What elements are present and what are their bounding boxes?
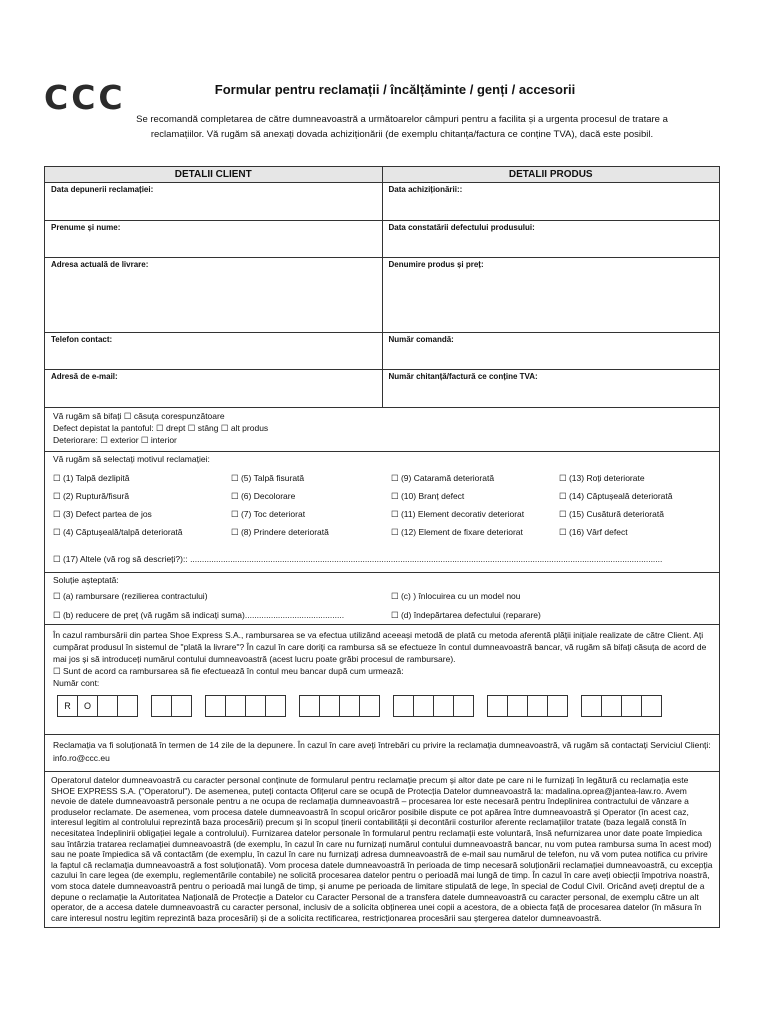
- name-field[interactable]: Prenume și nume:: [45, 221, 383, 257]
- account-box[interactable]: [265, 695, 286, 717]
- account-box[interactable]: [413, 695, 434, 717]
- field-row: [45, 183, 719, 221]
- reason-option[interactable]: ☐ (12) Element de fixare deteriorat: [391, 527, 523, 537]
- intro-text: Se recomandă completarea de către dumneavoastră a următoarelor câmpuri pentru a facilita și a urgenta procesul de tratare a reclamațiilor. Vă rugăm să anexați dovada achiziționării (de exemplu chitanța/factura ce conține TVA), dacă este posibil.: [136, 114, 668, 140]
- solution-option-discount[interactable]: ☐ (b) reducere de preț (vă rugăm să indicați suma)..........................................: [53, 610, 345, 620]
- account-box[interactable]: [527, 695, 548, 717]
- solution-title: Soluție așteptată:: [53, 575, 119, 585]
- purchase-date-field[interactable]: Data achiziționării::: [388, 185, 463, 194]
- account-box: O: [77, 695, 98, 717]
- product-name-price-field[interactable]: Denumire produs și preț:: [388, 260, 484, 269]
- refund-section: [45, 625, 719, 735]
- reason-other-field[interactable]: ☐ (17) Altele (vă rog să descrieți?):: ........................................................................................................................................................................................................: [53, 554, 663, 564]
- account-box[interactable]: [547, 695, 568, 717]
- resolution-terms: [45, 735, 719, 772]
- phone-field[interactable]: Telefon contact:: [45, 333, 383, 369]
- solution-options: [53, 591, 711, 621]
- defect-location-section: [45, 408, 719, 452]
- account-box[interactable]: [339, 695, 360, 717]
- reason-option[interactable]: ☐ (1) Talpă dezlipită: [53, 473, 130, 483]
- reason-option[interactable]: ☐ (11) Element decorativ deteriorat: [391, 509, 525, 519]
- reason-option[interactable]: ☐ (2) Ruptură/fisură: [53, 491, 130, 501]
- account-box[interactable]: [453, 695, 474, 717]
- account-box: R: [57, 695, 78, 717]
- account-box[interactable]: [359, 695, 380, 717]
- reason-option[interactable]: ☐ (8) Prindere deteriorată: [231, 527, 329, 537]
- reason-option[interactable]: ☐ (5) Talpă fisurată: [231, 473, 305, 483]
- field-row: [45, 370, 719, 408]
- filing-date-field[interactable]: Data depunerii reclamației:: [45, 183, 383, 220]
- damage-type-checkboxes[interactable]: Deteriorare: ☐ exterior ☐ interior: [53, 435, 177, 445]
- account-box[interactable]: [641, 695, 662, 717]
- account-box[interactable]: [433, 695, 454, 717]
- account-box[interactable]: [601, 695, 622, 717]
- solution-option-replace[interactable]: ☐ (c) ) înlocuirea cu un model nou: [391, 591, 521, 601]
- reason-option[interactable]: ☐ (6) Decolorare: [231, 491, 296, 501]
- delivery-address-field[interactable]: Adresa actuală de livrare:: [45, 258, 383, 332]
- account-box[interactable]: [299, 695, 320, 717]
- refund-info: În cazul rambursării din partea Shoe Express S.A., rambursarea se va efectua utilizând aceeași metodă de plată cu metoda aferentă plății inițiale realizate de către Client. Ați cumpărat produsul în sistemul de "plată la livrare"? În cazul în care doriți ca rambursa să se efectueze în contul dumneavoastră bancar, vă rugăm să bifați căsuța de acord de mai jos și să introduceți numărul contului dumneavoastră (acest lucru poate grăbi procesul de rambursare).: [53, 630, 707, 664]
- account-box[interactable]: [205, 695, 226, 717]
- account-box[interactable]: [621, 695, 642, 717]
- account-box[interactable]: [171, 695, 192, 717]
- check-instruction: Vă rugăm să bifați ☐ căsuța corespunzătoare: [53, 411, 225, 421]
- account-box[interactable]: [151, 695, 172, 717]
- reason-section: [45, 452, 719, 573]
- ccc-logo: CCC: [44, 78, 126, 117]
- reason-options: [53, 473, 711, 538]
- defect-date-field[interactable]: Data constatării defectului produsului:: [388, 223, 535, 232]
- invoice-number-field[interactable]: Număr chitanță/factură ce conține TVA:: [388, 372, 538, 381]
- account-box[interactable]: [507, 695, 528, 717]
- product-details-header: DETALII PRODUS: [508, 169, 593, 180]
- account-box[interactable]: [581, 695, 602, 717]
- gdpr-notice: [45, 772, 719, 927]
- reason-option[interactable]: ☐ (13) Roți deteriorate: [559, 473, 645, 483]
- solution-section: [45, 573, 719, 625]
- reason-option[interactable]: ☐ (3) Defect partea de jos: [53, 509, 152, 519]
- email-field[interactable]: Adresă de e-mail:: [45, 370, 383, 407]
- order-number-field[interactable]: Număr comandă:: [388, 335, 454, 344]
- form-title: Formular pentru reclamații / încălțăminte / genți / accesorii: [214, 82, 576, 97]
- account-number-label: Număr cont:: [53, 678, 100, 688]
- refund-agree-checkbox[interactable]: ☐ Sunt de acord ca rambursarea să fie efectuează în contul meu bancar după cum urmează:: [53, 666, 404, 676]
- solution-option-repair[interactable]: ☐ (d) îndepărtarea defectului (reparare): [391, 610, 541, 620]
- terms-text: Reclamația va fi soluționată în termen de 14 zile de la depunere. În cazul în care aveți întrebări cu privire la reclamația dumneavoastră, vă rugăm să contactați Serviciul Clienți: info.ro@ccc.eu: [53, 740, 711, 763]
- account-box[interactable]: [487, 695, 508, 717]
- reason-title: Vă rugăm să selectați motivul reclamației:: [53, 454, 210, 464]
- reason-option[interactable]: ☐ (14) Căptușeală deteriorată: [559, 491, 673, 501]
- reason-option[interactable]: ☐ (15) Cusătură deteriorată: [559, 509, 664, 519]
- account-number-boxes: [57, 695, 711, 717]
- complaint-form: [44, 166, 720, 928]
- reason-option[interactable]: ☐ (4) Căptușeală/talpă deteriorată: [53, 527, 183, 537]
- reason-option[interactable]: ☐ (10) Branț defect: [391, 491, 465, 501]
- account-box[interactable]: [225, 695, 246, 717]
- solution-option-refund[interactable]: ☐ (a) rambursare (rezilierea contractului): [53, 591, 208, 601]
- account-box[interactable]: [97, 695, 118, 717]
- field-row: [45, 333, 719, 370]
- reason-option[interactable]: ☐ (16) Vârf defect: [559, 527, 628, 537]
- field-row: [45, 258, 719, 333]
- account-box[interactable]: [117, 695, 138, 717]
- client-details-header: DETALII CLIENT: [45, 167, 383, 182]
- shoe-side-checkboxes[interactable]: Defect depistat la pantoful: ☐ drept ☐ stâng ☐ alt produs: [53, 423, 269, 433]
- section-headers: [45, 167, 719, 183]
- account-box[interactable]: [393, 695, 414, 717]
- gdpr-text: Operatorul datelor dumneavoastră cu caracter personal conținute de formularul pentru reclamație precum și altor date pe care ni le furnizați în legătură cu reclamația este SHOE EXPRESS S.A. ("Operatorul"). De asemenea, puteți contacta Ofițerul care se ocupă de Protecția Datelor dumneavoastră la: madalina.oprea@jantea-law.ro. Avem nevoie de datele dumneavoastră personale pentru a ne ocupa de reclamația dumneavoastră – procesarea lor este necesară pentru îndeplinirea contractului de vânzare a produselor reclamate. De asemenea, vom procesa datele dumneavoastră în scopul oricăror posibile dispute ce pot apărea între dumneavoastră și Operator (în acest caz, interesul legitim al controlului reprezintă baza procesării) precum și în scopul ținerii contabilității și decontării costurilor aferente reclamațiilor tratate (baza legală constă în necesitatea îndeplinirii obligației legale a controlului). Furnizarea datelor personale în formularul pentru reclamații este voluntară, însă nefurnizarea unor date poate împiedica sau întârzia tratarea reclamației dumneavoastră (de exemplu, în cazul în care nu furnizați numărul contului dumneavoastră bancar, nu vom putea rambursa suma în acest mod) sau ne poate împiedica să vă contactăm (de exemplu, în cazul în care nu furnizați adresa dumneavoastră de e-mail sau numărul de telefon, nu vă vom putea notifica cu privire la faptul că reclamația dumneavoastră a fost soluționată). Vom procesa datele dumneavoastră în perioada de timp necesară soluționării reclamației dumneavoastră, cu excepția cazului în care legea (de exemplu, reglementările contabile) ne solicită procesarea datelor pentru o perioadă mai lungă de timp. În cazul în care aveți obiecții împotriva noastră, vom stoca datele dumneavoastră pentru o perioadă mai lungă de timp, și anume pe perioada de limitare stipulată de lege, în special de Codul Civil. Oricând aveți dreptul de a depune o reclamație la Autoritatea Națională de Protecție a Datelor cu Caracter Personal de a transfera datele dumneavoastră cu caracter personal, de exemplu către un alt operator, de a accesa datele dumneavoastră cu caracter personal, inclusiv de a solicita obținerea unei copii a acestora, de a obiecta față de procesarea datelor (în măsura în care interesul nostru legitim reprezintă baza procesării) și de a solicita rectificarea, restricționarea procesării sau ștergerea datelor dumneavoastră.: [51, 775, 713, 923]
- reason-option[interactable]: ☐ (9) Cataramă deteriorată: [391, 473, 495, 483]
- account-box[interactable]: [245, 695, 266, 717]
- account-box[interactable]: [319, 695, 340, 717]
- reason-option[interactable]: ☐ (7) Toc deteriorat: [231, 509, 306, 519]
- field-row: [45, 221, 719, 258]
